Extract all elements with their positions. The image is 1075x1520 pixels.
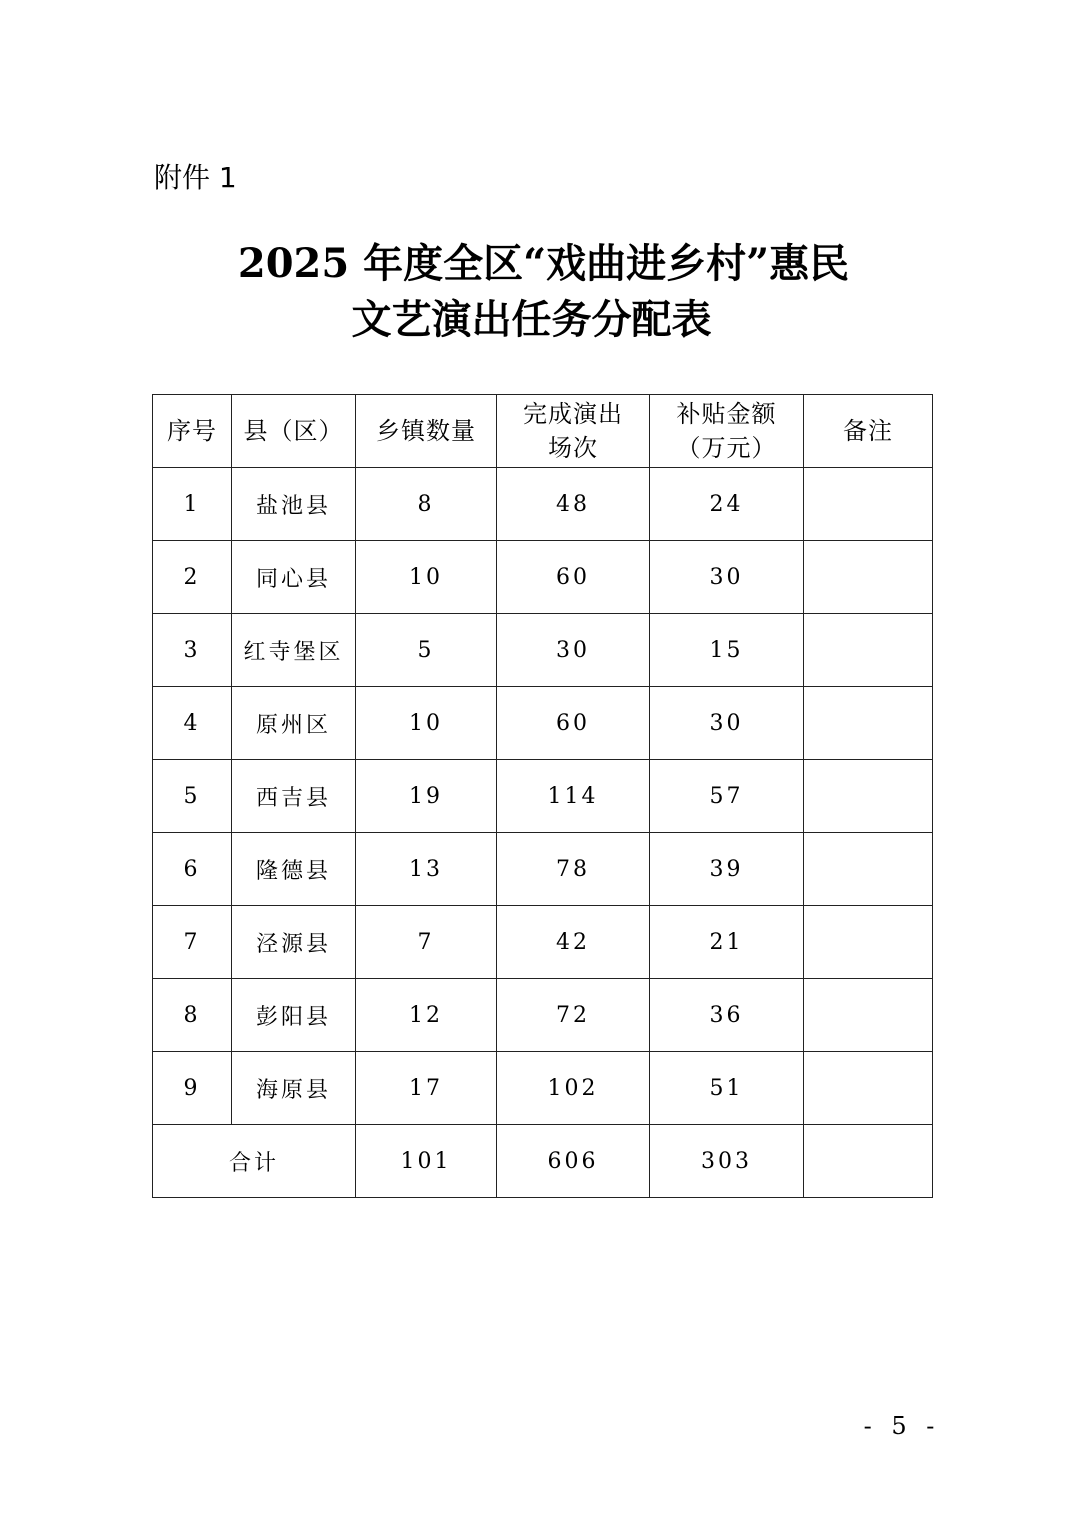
row-subsidy: 30 (650, 687, 804, 760)
row-towns: 12 (356, 979, 497, 1052)
table-row (153, 541, 933, 614)
row-note (804, 979, 933, 1052)
row-note (804, 614, 933, 687)
table-header-row (153, 395, 933, 468)
row-note (804, 468, 933, 541)
row-index: 8 (153, 979, 232, 1052)
row-subsidy: 21 (650, 906, 804, 979)
row-index: 3 (153, 614, 232, 687)
row-towns: 13 (356, 833, 497, 906)
document-title-line-1: 2025 年度全区“戏曲进乡村”惠民 (237, 240, 850, 287)
row-note (804, 687, 933, 760)
header-note: 备注 (804, 395, 933, 468)
table-row (153, 760, 933, 833)
document-title-line-2: 文艺演出任务分配表 (351, 296, 712, 343)
header-index: 序号 (153, 395, 232, 468)
total-subsidy: 303 (650, 1125, 804, 1198)
row-performances: 42 (497, 906, 650, 979)
row-note (804, 1052, 933, 1125)
header-county: 县（区） (232, 395, 356, 468)
table-row (153, 833, 933, 906)
row-county: 红寺堡区 (232, 614, 356, 687)
header-towns: 乡镇数量 (356, 395, 497, 468)
row-index: 6 (153, 833, 232, 906)
row-index: 9 (153, 1052, 232, 1125)
row-county: 同心县 (232, 541, 356, 614)
row-towns: 17 (356, 1052, 497, 1125)
row-index: 4 (153, 687, 232, 760)
table-row (153, 614, 933, 687)
row-performances: 60 (497, 541, 650, 614)
row-county: 泾源县 (232, 906, 356, 979)
page-number: - 5 - (863, 1412, 941, 1440)
row-towns: 19 (356, 760, 497, 833)
attachment-label: 附件 1 (154, 161, 237, 194)
row-subsidy: 24 (650, 468, 804, 541)
row-note (804, 906, 933, 979)
total-note (804, 1125, 933, 1198)
row-performances: 78 (497, 833, 650, 906)
row-county: 西吉县 (232, 760, 356, 833)
row-towns: 8 (356, 468, 497, 541)
row-performances: 102 (497, 1052, 650, 1125)
row-performances: 60 (497, 687, 650, 760)
row-subsidy: 51 (650, 1052, 804, 1125)
total-performances: 606 (497, 1125, 650, 1198)
table-row (153, 906, 933, 979)
table-row (153, 1052, 933, 1125)
row-performances: 30 (497, 614, 650, 687)
total-label: 合计 (153, 1125, 356, 1198)
row-note (804, 760, 933, 833)
row-subsidy: 15 (650, 614, 804, 687)
row-county: 原州区 (232, 687, 356, 760)
row-towns: 10 (356, 541, 497, 614)
row-towns: 7 (356, 906, 497, 979)
row-towns: 10 (356, 687, 497, 760)
header-subsidy-label: 补贴金额（万元） (676, 400, 777, 462)
header-subsidy (650, 395, 804, 468)
row-county: 海原县 (232, 1052, 356, 1125)
row-index: 7 (153, 906, 232, 979)
row-subsidy: 36 (650, 979, 804, 1052)
header-performances-label: 完成演出场次 (523, 400, 623, 462)
row-note (804, 541, 933, 614)
row-index: 1 (153, 468, 232, 541)
row-subsidy: 39 (650, 833, 804, 906)
row-county: 隆德县 (232, 833, 356, 906)
row-index: 2 (153, 541, 232, 614)
table-row (153, 979, 933, 1052)
row-towns: 5 (356, 614, 497, 687)
table-row (153, 687, 933, 760)
row-index: 5 (153, 760, 232, 833)
row-subsidy: 30 (650, 541, 804, 614)
allocation-table (152, 394, 933, 1198)
total-row (153, 1125, 933, 1198)
row-performances: 48 (497, 468, 650, 541)
row-county: 盐池县 (232, 468, 356, 541)
header-performances (497, 395, 650, 468)
row-subsidy: 57 (650, 760, 804, 833)
row-performances: 114 (497, 760, 650, 833)
table-row (153, 468, 933, 541)
row-note (804, 833, 933, 906)
row-performances: 72 (497, 979, 650, 1052)
total-towns: 101 (356, 1125, 497, 1198)
row-county: 彭阳县 (232, 979, 356, 1052)
